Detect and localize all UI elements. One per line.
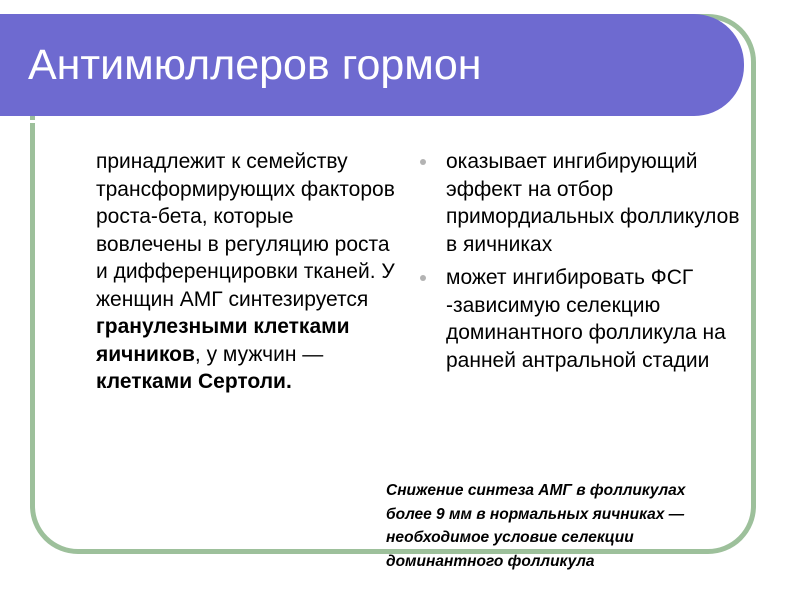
left-text-1: принадлежит к семейству трансформирующих факторов роста-бета, которые вовлечены в регуляцию роста и дифференцировки тканей. У женщин АМГ синтезируется bbox=[96, 150, 395, 311]
list-item bbox=[412, 148, 752, 258]
left-column bbox=[96, 148, 396, 396]
left-paragraph bbox=[96, 148, 396, 396]
bullet-dot-icon bbox=[420, 275, 426, 281]
list-item bbox=[412, 264, 752, 374]
slide-title: Антимюллеров гормон bbox=[28, 41, 482, 89]
right-column-list bbox=[412, 148, 752, 380]
list-item-label: оказывает ингибирующий эффект на отбор примордиальных фолликулов в яичниках bbox=[446, 150, 740, 256]
title-bar bbox=[0, 14, 744, 116]
footnote: Снижение синтеза АМГ в фолликулах более 9 мм в нормальных яичниках — необходимое условие селекции доминантного фолликула bbox=[386, 482, 686, 570]
title-underline bbox=[26, 120, 704, 123]
list-item-label: может ингибировать ФСГ -зависимую селекцию доминантного фолликула на ранней антральной стадии bbox=[446, 266, 726, 372]
left-text-2: , у мужчин — bbox=[194, 342, 324, 366]
left-bold-2: клетками Сертоли. bbox=[96, 370, 292, 393]
bullet-dot-icon bbox=[420, 159, 426, 165]
left-bold-1: гранулезными клетками яичников bbox=[96, 315, 350, 366]
